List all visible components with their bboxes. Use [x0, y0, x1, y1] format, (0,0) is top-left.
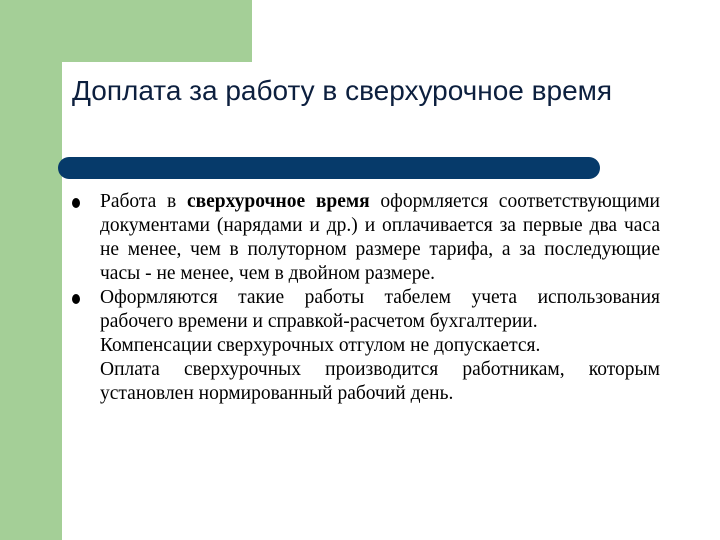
bullet-dot-icon: [72, 198, 80, 208]
bullet-dot-icon: [72, 294, 80, 304]
bullet-2-payment-note: Оплата сверхурочных производится работникам, которым установлен нормированный рабочий день.: [100, 359, 660, 404]
bullet-item-2: [70, 286, 660, 406]
bullet-1-text-end: оформляется соответствующими документами (нарядами и др.) и оплачивается за первые два часа не менее, чем в полуторном размере тарифа, а за последующие часы - не менее, чем в двойном размере.: [100, 191, 660, 284]
bullet-text-1: [100, 190, 660, 286]
slide-title: Доплата за работу в сверхурочное время: [72, 75, 613, 106]
title-underline-bar: [58, 157, 600, 179]
slide-content: [70, 190, 660, 406]
bullet-item-1: [70, 190, 660, 286]
decor-green-left-strip: [0, 0, 62, 540]
bullet-1-text-start: Работа в: [100, 191, 187, 212]
bullet-1-bold-term: сверхурочное время: [186, 191, 370, 212]
bullet-2-compensation-note: Компенсации сверхурочных отгулом не допускается.: [100, 335, 541, 356]
bullet-2-text: Оформляются такие работы табелем учета использования рабочего времени и справкой-расчетом бухгалтерии.: [100, 287, 660, 332]
